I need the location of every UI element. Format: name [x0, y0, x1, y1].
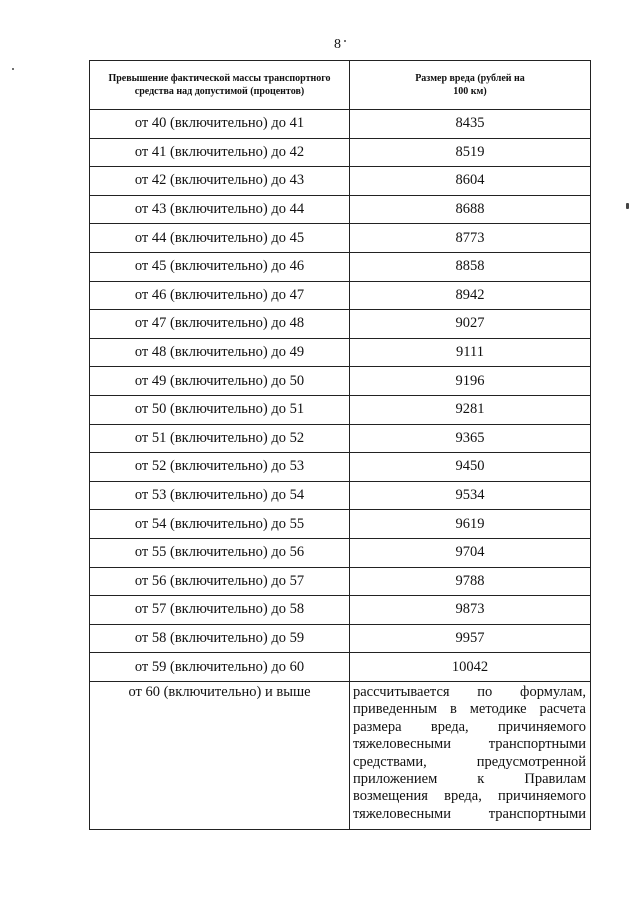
- damage-value-cell: 8519: [350, 138, 591, 167]
- range-cell: от 58 (включительно) до 59: [90, 624, 350, 653]
- damage-value-cell: 9196: [350, 367, 591, 396]
- description-line: тяжеловесными транспортными: [353, 736, 586, 753]
- table-row: [90, 224, 591, 253]
- range-cell: от 54 (включительно) до 55: [90, 510, 350, 539]
- range-cell: от 52 (включительно) до 53: [90, 453, 350, 482]
- damage-value-cell: 9873: [350, 596, 591, 625]
- table-row: [90, 510, 591, 539]
- table-row-last: [90, 681, 591, 829]
- range-cell: от 41 (включительно) до 42: [90, 138, 350, 167]
- damage-value-cell: 8435: [350, 110, 591, 139]
- table-row: [90, 596, 591, 625]
- table-header-row: [90, 61, 591, 110]
- header-damage-amount: [350, 61, 591, 110]
- damage-value-cell: 8858: [350, 252, 591, 281]
- table-row: [90, 567, 591, 596]
- table-row: [90, 252, 591, 281]
- scan-speck: [344, 40, 346, 42]
- table-row: [90, 395, 591, 424]
- range-cell: от 48 (включительно) до 49: [90, 338, 350, 367]
- damage-value-cell: 9704: [350, 538, 591, 567]
- description-line: средствами, предусмотренной: [353, 753, 586, 770]
- damage-value-cell: 9619: [350, 510, 591, 539]
- table-row: [90, 538, 591, 567]
- table-row: [90, 110, 591, 139]
- table-row: [90, 481, 591, 510]
- range-cell: от 50 (включительно) до 51: [90, 395, 350, 424]
- table-row: [90, 138, 591, 167]
- range-cell: от 42 (включительно) до 43: [90, 167, 350, 196]
- damage-value-cell: 8604: [350, 167, 591, 196]
- damage-rate-table: [89, 60, 591, 830]
- damage-value-cell: 9957: [350, 624, 591, 653]
- range-cell: от 43 (включительно) до 44: [90, 195, 350, 224]
- damage-value-cell: 9111: [350, 338, 591, 367]
- table-row: [90, 367, 591, 396]
- description-cell: [350, 681, 591, 829]
- range-cell: от 45 (включительно) до 46: [90, 252, 350, 281]
- description-line: размера вреда, причиняемого: [353, 718, 586, 735]
- range-cell: от 56 (включительно) до 57: [90, 567, 350, 596]
- damage-value-cell: 9365: [350, 424, 591, 453]
- table-row: [90, 338, 591, 367]
- description-line: рассчитывается по формулам,: [353, 683, 586, 700]
- damage-value-cell: 8773: [350, 224, 591, 253]
- page-number: 8: [334, 37, 341, 52]
- table-body: [90, 110, 591, 830]
- table-row: [90, 167, 591, 196]
- range-cell: от 57 (включительно) до 58: [90, 596, 350, 625]
- description-line: приложением к Правилам: [353, 770, 586, 787]
- table-row: [90, 653, 591, 682]
- damage-value-cell: 10042: [350, 653, 591, 682]
- range-cell: от 51 (включительно) до 52: [90, 424, 350, 453]
- range-cell: от 53 (включительно) до 54: [90, 481, 350, 510]
- table-row: [90, 195, 591, 224]
- damage-value-cell: 9788: [350, 567, 591, 596]
- table-row: [90, 281, 591, 310]
- range-cell: от 46 (включительно) до 47: [90, 281, 350, 310]
- table-row: [90, 424, 591, 453]
- damage-value-cell: 9450: [350, 453, 591, 482]
- scan-speck: [626, 203, 629, 209]
- range-cell: от 60 (включительно) и выше: [90, 681, 350, 829]
- damage-value-cell: 8688: [350, 195, 591, 224]
- description-line: приведенным в методике расчета: [353, 701, 586, 718]
- damage-value-cell: 8942: [350, 281, 591, 310]
- table-row: [90, 624, 591, 653]
- range-cell: от 47 (включительно) до 48: [90, 310, 350, 339]
- range-cell: от 49 (включительно) до 50: [90, 367, 350, 396]
- table-row: [90, 453, 591, 482]
- damage-value-cell: 9281: [350, 395, 591, 424]
- damage-value-cell: 9534: [350, 481, 591, 510]
- description-line: возмещения вреда, причиняемого: [353, 788, 586, 805]
- table-row: [90, 310, 591, 339]
- range-cell: от 44 (включительно) до 45: [90, 224, 350, 253]
- description-line: тяжеловесными транспортными: [353, 805, 586, 822]
- header-damage-amount-text: Размер вреда (рублей на 100 км): [415, 73, 525, 97]
- scan-speck: [12, 68, 14, 70]
- range-cell: от 55 (включительно) до 56: [90, 538, 350, 567]
- damage-value-cell: 9027: [350, 310, 591, 339]
- header-excess-mass: Превышение фактической массы транспортного средства над допустимой (процентов): [90, 61, 350, 110]
- range-cell: от 40 (включительно) до 41: [90, 110, 350, 139]
- range-cell: от 59 (включительно) до 60: [90, 653, 350, 682]
